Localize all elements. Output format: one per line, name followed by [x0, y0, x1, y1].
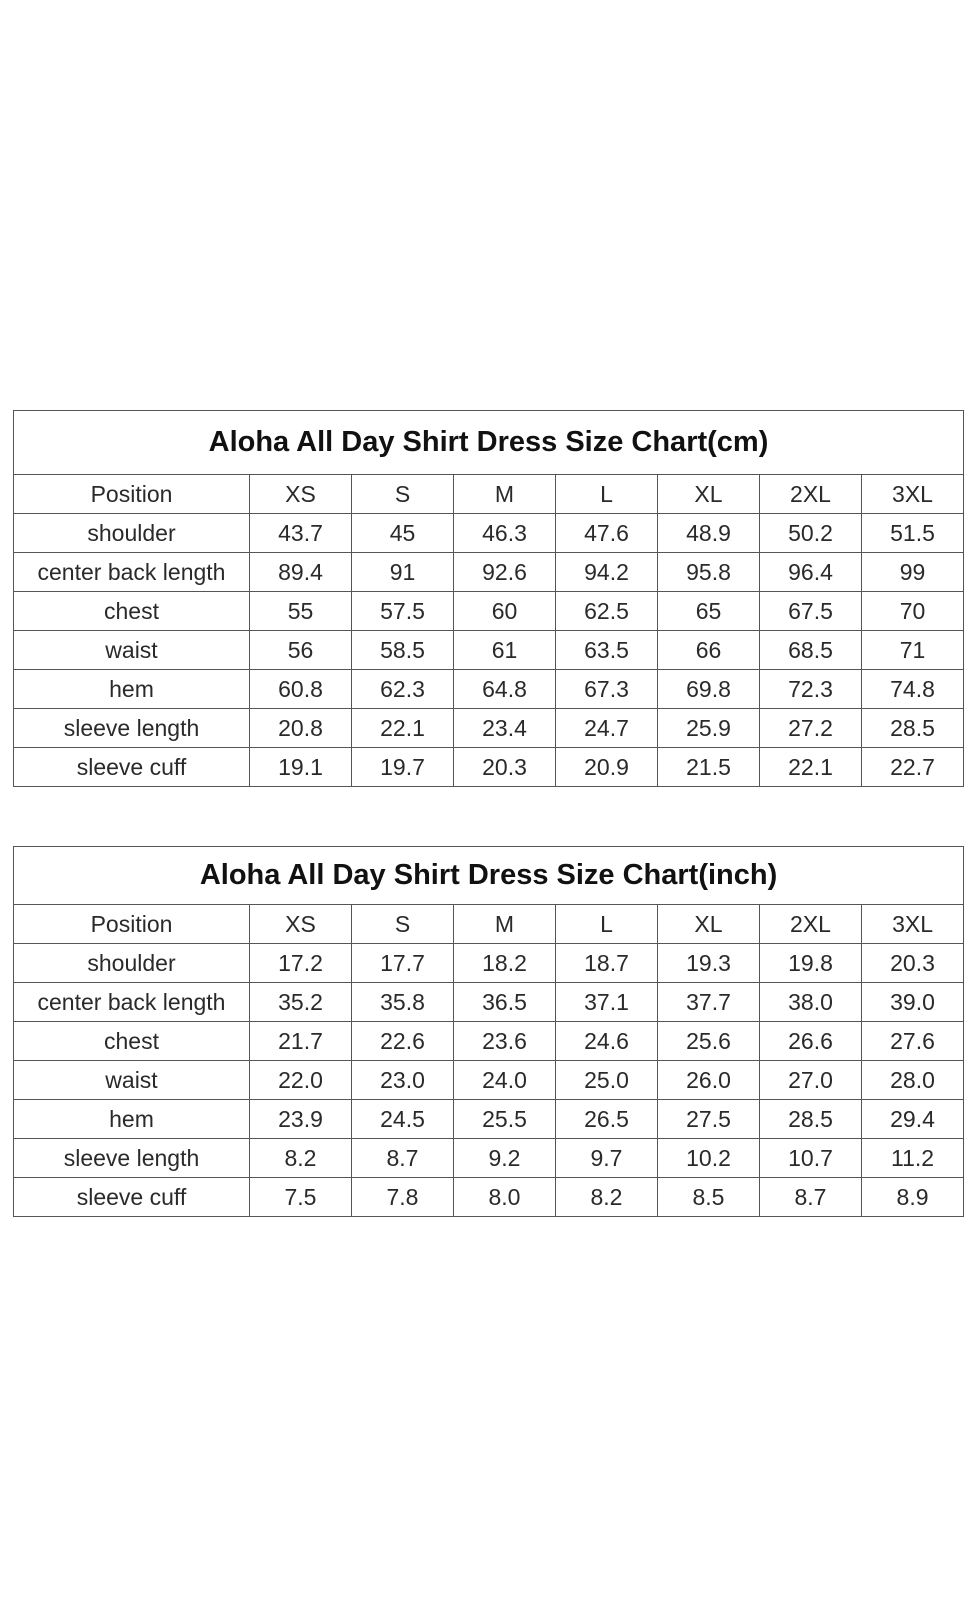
size-header: XL: [658, 475, 760, 514]
position-header: Position: [14, 475, 250, 514]
measurement-value: 25.0: [556, 1061, 658, 1100]
measurement-value: 22.1: [760, 748, 862, 787]
chart-title: Aloha All Day Shirt Dress Size Chart(inch): [14, 847, 964, 905]
measurement-value: 19.7: [352, 748, 454, 787]
measurement-value: 56: [250, 631, 352, 670]
measurement-value: 23.0: [352, 1061, 454, 1100]
size-header: 3XL: [862, 475, 964, 514]
measurement-value: 66: [658, 631, 760, 670]
measurement-value: 48.9: [658, 514, 760, 553]
measurement-value: 61: [454, 631, 556, 670]
table-row: [14, 1022, 964, 1061]
measurement-value: 39.0: [862, 983, 964, 1022]
table-row: [14, 944, 964, 983]
measurement-value: 22.1: [352, 709, 454, 748]
measurement-value: 24.0: [454, 1061, 556, 1100]
measurement-value: 11.2: [862, 1139, 964, 1178]
measurement-value: 8.5: [658, 1178, 760, 1217]
size-header: XL: [658, 905, 760, 944]
measurement-value: 96.4: [760, 553, 862, 592]
measurement-value: 21.5: [658, 748, 760, 787]
size-header: L: [556, 905, 658, 944]
measurement-value: 23.4: [454, 709, 556, 748]
table-row: [14, 592, 964, 631]
measurement-value: 43.7: [250, 514, 352, 553]
position-header: Position: [14, 905, 250, 944]
table-row: [14, 1100, 964, 1139]
measurement-value: 9.7: [556, 1139, 658, 1178]
table-row: [14, 983, 964, 1022]
measurement-value: 57.5: [352, 592, 454, 631]
measurement-value: 20.3: [862, 944, 964, 983]
measurement-value: 38.0: [760, 983, 862, 1022]
measurement-label: center back length: [14, 553, 250, 592]
measurement-value: 8.7: [760, 1178, 862, 1217]
size-header: M: [454, 475, 556, 514]
measurement-value: 45: [352, 514, 454, 553]
measurement-value: 28.5: [862, 709, 964, 748]
measurement-value: 70: [862, 592, 964, 631]
measurement-value: 24.6: [556, 1022, 658, 1061]
measurement-value: 91: [352, 553, 454, 592]
measurement-value: 60.8: [250, 670, 352, 709]
measurement-value: 72.3: [760, 670, 862, 709]
measurement-value: 17.2: [250, 944, 352, 983]
measurement-value: 25.5: [454, 1100, 556, 1139]
measurement-value: 26.5: [556, 1100, 658, 1139]
measurement-value: 95.8: [658, 553, 760, 592]
measurement-label: sleeve length: [14, 1139, 250, 1178]
measurement-value: 65: [658, 592, 760, 631]
measurement-value: 28.0: [862, 1061, 964, 1100]
header-row: [14, 475, 964, 514]
measurement-value: 18.2: [454, 944, 556, 983]
measurement-value: 18.7: [556, 944, 658, 983]
measurement-value: 99: [862, 553, 964, 592]
size-header: 2XL: [760, 905, 862, 944]
measurement-value: 22.7: [862, 748, 964, 787]
measurement-value: 19.3: [658, 944, 760, 983]
measurement-value: 8.7: [352, 1139, 454, 1178]
measurement-value: 24.5: [352, 1100, 454, 1139]
measurement-value: 37.1: [556, 983, 658, 1022]
measurement-value: 69.8: [658, 670, 760, 709]
measurement-value: 89.4: [250, 553, 352, 592]
measurement-value: 20.3: [454, 748, 556, 787]
measurement-label: chest: [14, 1022, 250, 1061]
measurement-value: 64.8: [454, 670, 556, 709]
measurement-value: 25.6: [658, 1022, 760, 1061]
measurement-value: 8.9: [862, 1178, 964, 1217]
measurement-value: 19.8: [760, 944, 862, 983]
size-chart-inch: [13, 846, 964, 1217]
measurement-value: 47.6: [556, 514, 658, 553]
measurement-value: 7.8: [352, 1178, 454, 1217]
table-row: [14, 631, 964, 670]
measurement-value: 71: [862, 631, 964, 670]
measurement-value: 67.3: [556, 670, 658, 709]
measurement-value: 60: [454, 592, 556, 631]
measurement-value: 58.5: [352, 631, 454, 670]
measurement-value: 22.0: [250, 1061, 352, 1100]
measurement-value: 68.5: [760, 631, 862, 670]
measurement-value: 21.7: [250, 1022, 352, 1061]
measurement-label: sleeve length: [14, 709, 250, 748]
measurement-value: 50.2: [760, 514, 862, 553]
measurement-value: 37.7: [658, 983, 760, 1022]
measurement-label: sleeve cuff: [14, 1178, 250, 1217]
table-row: [14, 1139, 964, 1178]
size-header: XS: [250, 905, 352, 944]
measurement-value: 35.2: [250, 983, 352, 1022]
measurement-label: center back length: [14, 983, 250, 1022]
measurement-value: 17.7: [352, 944, 454, 983]
measurement-value: 8.2: [250, 1139, 352, 1178]
measurement-value: 7.5: [250, 1178, 352, 1217]
measurement-value: 20.8: [250, 709, 352, 748]
size-header: S: [352, 475, 454, 514]
measurement-label: shoulder: [14, 514, 250, 553]
size-chart-cm: [13, 410, 964, 787]
measurement-value: 51.5: [862, 514, 964, 553]
size-header: 3XL: [862, 905, 964, 944]
measurement-value: 19.1: [250, 748, 352, 787]
measurement-value: 27.2: [760, 709, 862, 748]
size-header: 2XL: [760, 475, 862, 514]
measurement-value: 8.0: [454, 1178, 556, 1217]
measurement-value: 67.5: [760, 592, 862, 631]
title-row: [14, 847, 964, 905]
measurement-value: 26.6: [760, 1022, 862, 1061]
measurement-value: 94.2: [556, 553, 658, 592]
measurement-value: 55: [250, 592, 352, 631]
chart-title: Aloha All Day Shirt Dress Size Chart(cm): [14, 411, 964, 475]
size-header: XS: [250, 475, 352, 514]
measurement-value: 20.9: [556, 748, 658, 787]
measurement-label: waist: [14, 631, 250, 670]
measurement-label: hem: [14, 1100, 250, 1139]
size-header: L: [556, 475, 658, 514]
measurement-value: 29.4: [862, 1100, 964, 1139]
measurement-value: 46.3: [454, 514, 556, 553]
measurement-value: 63.5: [556, 631, 658, 670]
measurement-value: 36.5: [454, 983, 556, 1022]
measurement-value: 27.5: [658, 1100, 760, 1139]
size-header: S: [352, 905, 454, 944]
measurement-value: 27.0: [760, 1061, 862, 1100]
measurement-value: 25.9: [658, 709, 760, 748]
measurement-value: 28.5: [760, 1100, 862, 1139]
measurement-label: waist: [14, 1061, 250, 1100]
measurement-value: 62.3: [352, 670, 454, 709]
measurement-label: sleeve cuff: [14, 748, 250, 787]
measurement-label: shoulder: [14, 944, 250, 983]
measurement-value: 62.5: [556, 592, 658, 631]
table-row: [14, 748, 964, 787]
measurement-label: hem: [14, 670, 250, 709]
measurement-value: 8.2: [556, 1178, 658, 1217]
table-row: [14, 1178, 964, 1217]
measurement-value: 10.7: [760, 1139, 862, 1178]
table-row: [14, 670, 964, 709]
measurement-value: 23.9: [250, 1100, 352, 1139]
measurement-value: 35.8: [352, 983, 454, 1022]
table-row: [14, 1061, 964, 1100]
title-row: [14, 411, 964, 475]
measurement-value: 22.6: [352, 1022, 454, 1061]
header-row: [14, 905, 964, 944]
table-row: [14, 709, 964, 748]
size-header: M: [454, 905, 556, 944]
measurement-value: 9.2: [454, 1139, 556, 1178]
measurement-value: 92.6: [454, 553, 556, 592]
measurement-value: 24.7: [556, 709, 658, 748]
measurement-label: chest: [14, 592, 250, 631]
measurement-value: 23.6: [454, 1022, 556, 1061]
measurement-value: 74.8: [862, 670, 964, 709]
measurement-value: 27.6: [862, 1022, 964, 1061]
measurement-value: 26.0: [658, 1061, 760, 1100]
table-row: [14, 514, 964, 553]
chart-body: [14, 905, 964, 1217]
measurement-value: 10.2: [658, 1139, 760, 1178]
chart-body: [14, 475, 964, 787]
table-row: [14, 553, 964, 592]
